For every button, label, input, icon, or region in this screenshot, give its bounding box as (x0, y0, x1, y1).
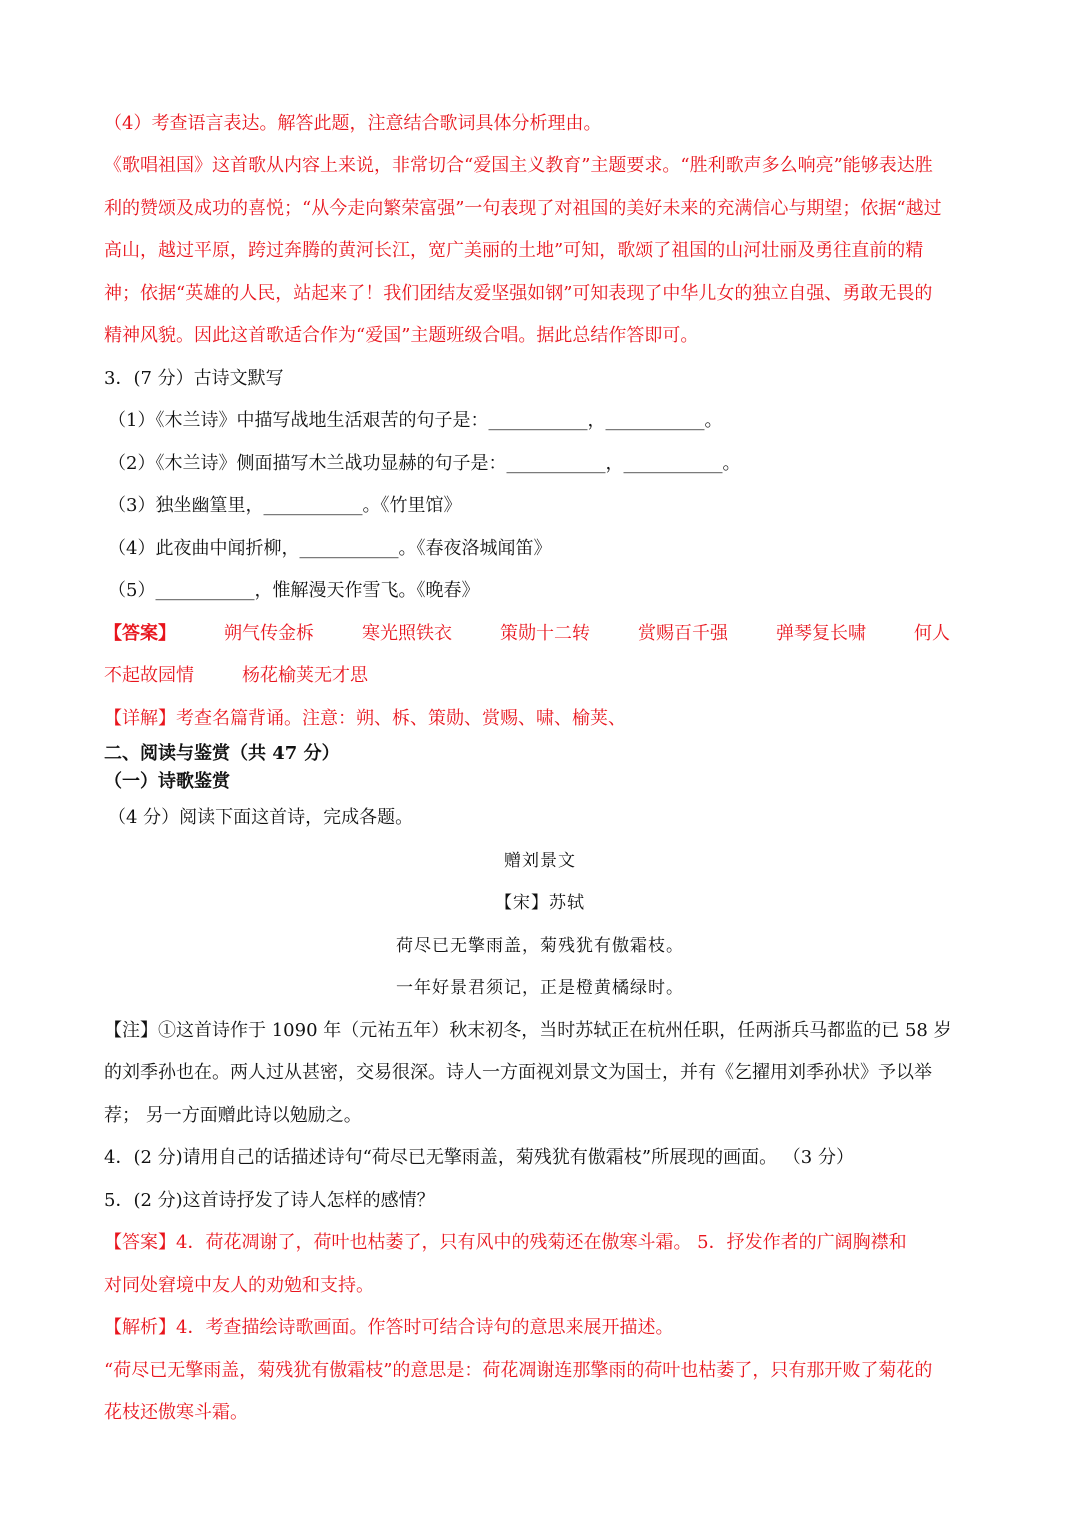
answer-row-continued (104, 664, 984, 688)
answer-item: 弹琴复长啸 (776, 623, 866, 644)
question-3-item: （5）___________，惟解漫天作雪飞。《晚春》 (108, 580, 480, 601)
answer-4-5: 对同处窘境中友人的劝勉和支持。 (104, 1275, 374, 1296)
answer-item: 不起故园情 (104, 665, 194, 686)
poetry-section-title: （一）诗歌鉴赏 (104, 771, 230, 792)
poem-note: 【注】①这首诗作于 1090 年（元祐五年）秋末初冬，当时苏轼正在杭州任职，任两浙兵马都监的已 58 岁 (104, 1020, 952, 1041)
answer-row (104, 622, 984, 646)
question-3-item: （1）《木兰诗》中描写战地生活艰苦的句子是：___________，___________。 (108, 410, 723, 431)
answer-4-5: 【答案】4．荷花凋谢了，荷叶也枯萎了，只有风中的残菊还在傲寒斗霜。 5．抒发作者的广阔胸襟和 (104, 1232, 907, 1253)
answer-item: 杨花榆荚无才思 (242, 665, 368, 686)
poem-note: 荐； 另一方面赠此诗以勉励之。 (104, 1105, 362, 1126)
answer-label: 【答案】 (104, 623, 176, 644)
question-4: 4．(2 分)请用自己的话描述诗句“荷尽已无擎雨盖，菊残犹有傲霜枝”所展现的画面。 （3 分） (104, 1147, 854, 1168)
analysis-paragraph-line: 精神风貌。因此这首歌适合作为“爱国”主题班级合唱。据此总结作答即可。 (104, 325, 699, 346)
question-3-item: （4）此夜曲中闻折柳，___________。《春夜洛城闻笛》 (108, 538, 552, 559)
poem-title: 赠刘景文 (504, 851, 576, 871)
poetry-instructions: （4 分）阅读下面这首诗，完成各题。 (108, 807, 414, 828)
answer-item: 策勋十二转 (500, 623, 590, 644)
poem-note: 的刘季孙也在。两人过从甚密，交易很深。诗人一方面视刘景文为国士，并有《乞擢用刘季孙状》予以举 (104, 1062, 932, 1083)
answer-item: 朔气传金柝 (224, 623, 314, 644)
poem-line: 荷尽已无擎雨盖，菊残犹有傲霜枝。 (396, 936, 684, 956)
part-2-title: 二、阅读与鉴赏（共 47 分） (104, 743, 340, 764)
answer-item: 何人 (914, 623, 950, 644)
item4-heading: （4）考查语言表达。解答此题，注意结合歌词具体分析理由。 (104, 113, 602, 134)
answer-item: 寒光照铁衣 (362, 623, 452, 644)
analysis-paragraph-line: 神；依据“英雄的人民，站起来了！我们团结友爱坚强如钢”可知表现了中华儿女的独立自强、勇敢无畏的 (104, 283, 933, 304)
poem-line: 一年好景君须记，正是橙黄橘绿时。 (396, 978, 684, 998)
analysis-text: 花枝还傲寒斗霜。 (104, 1402, 248, 1423)
question-3-item: （2）《木兰诗》侧面描写木兰战功显赫的句子是：___________，___________。 (108, 453, 741, 474)
answer-item: 赏赐百千强 (638, 623, 728, 644)
analysis-paragraph-line: 利的赞颂及成功的喜悦；“从今走向繁荣富强”一句表现了对祖国的美好未来的充满信心与期望；依据“越过 (104, 198, 942, 219)
detail-explanation: 【详解】考查名篇背诵。注意：朔、柝、策勋、赏赐、啸、榆荚、 (104, 708, 626, 729)
analysis-text: 【解析】4．考查描绘诗歌画面。作答时可结合诗句的意思来展开描述。 (104, 1317, 674, 1338)
poem-author: 【宋】苏轼 (495, 893, 585, 913)
analysis-paragraph-line: 高山，越过平原，跨过奔腾的黄河长江，宽广美丽的土地”可知，歌颂了祖国的山河壮丽及勇往直前的精 (104, 240, 924, 261)
question-5: 5．(2 分)这首诗抒发了诗人怎样的感情？ (104, 1190, 435, 1211)
question-3-item: （3）独坐幽篁里，___________。《竹里馆》 (108, 495, 462, 516)
analysis-text: “荷尽已无擎雨盖，菊残犹有傲霜枝”的意思是：荷花凋谢连那擎雨的荷叶也枯萎了，只有那开败了菊花的 (104, 1360, 933, 1381)
analysis-paragraph-line: 《歌唱祖国》这首歌从内容上来说，非常切合“爱国主义教育”主题要求。“胜利歌声多么响亮”能够表达胜 (104, 155, 933, 176)
question-3-heading: 3．(7 分）古诗文默写 (104, 368, 284, 389)
